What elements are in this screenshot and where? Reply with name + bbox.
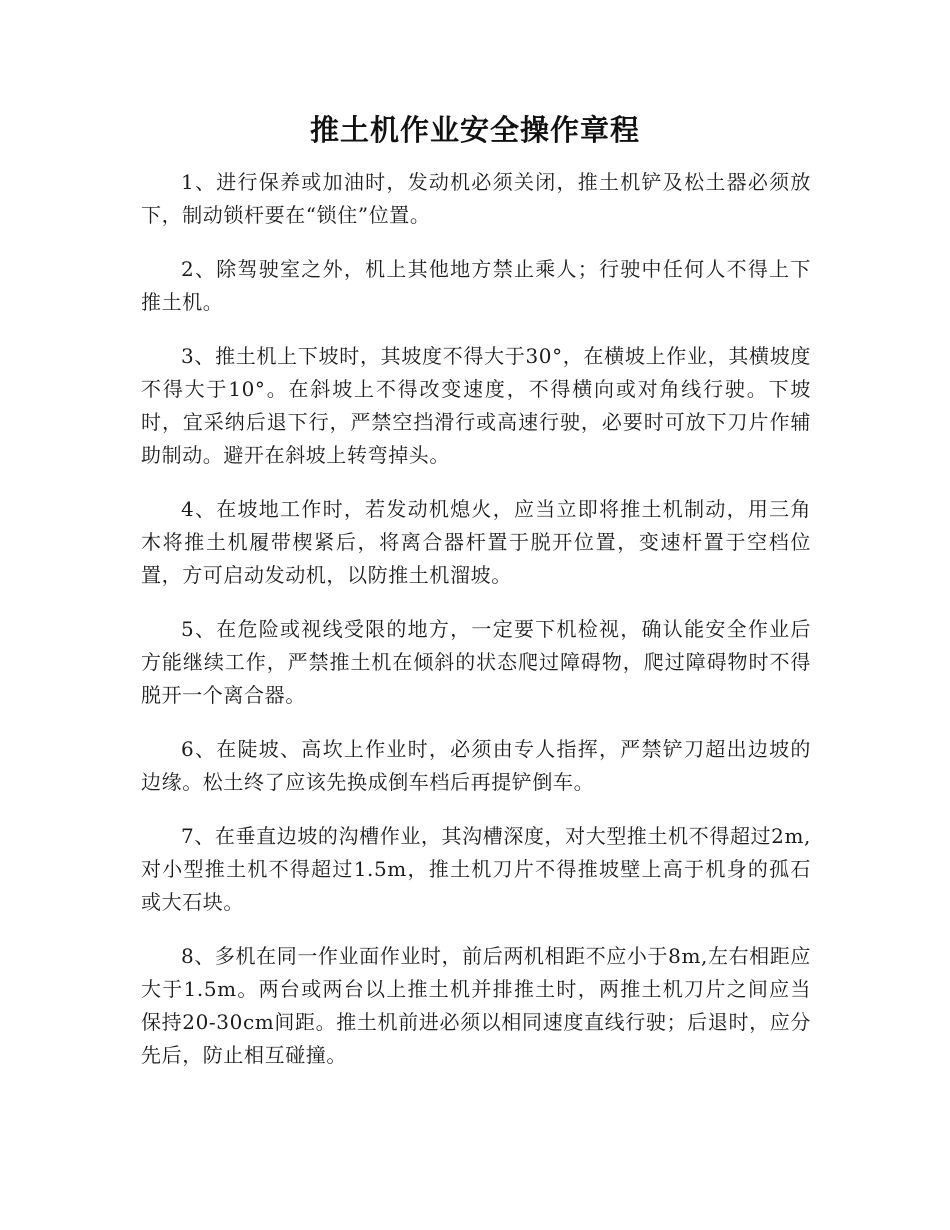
paragraph-1: 1、进行保养或加油时，发动机必须关闭，推土机铲及松土器必须放下，制动锁杆要在“锁住”位置。 [141,170,811,227]
paragraph-8: 8、多机在同一作业面作业时，前后两机相距不应小于8m,左右相距应大于1.5m。两台或两台以上推土机并排推土时，两推土机刀片之间应当保持20-30cm间距。推土机前进必须以相同速度直线行驶；后退时，应分先后，防止相互碰撞。 [141,944,811,1067]
paragraph-4: 4、在坡地工作时，若发动机熄火，应当立即将推土机制动，用三角木将推土机履带楔紧后，将离合器杆置于脱开位置，变速杆置于空档位置，方可启动发动机，以防推土机溜坡。 [141,497,811,587]
paragraph-3: 3、推土机上下坡时，其坡度不得大于30°，在横坡上作业，其横坡度不得大于10°。在斜坡上不得改变速度，不得横向或对角线行驶。下坡时，宜采纳后退下行，严禁空挡滑行或高速行驶，必要时可放下刀片作辅助制动。避开在斜坡上转弯掉头。 [141,344,811,467]
paragraph-2: 2、除驾驶室之外，机上其他地方禁止乘人；行驶中任何人不得上下推土机。 [141,257,811,314]
paragraph-7: 7、在垂直边坡的沟槽作业，其沟槽深度，对大型推土机不得超过2m,对小型推土机不得超过1.5m，推土机刀片不得推坡壁上高于机身的孤石或大石块。 [141,824,811,914]
paragraph-6: 6、在陡坡、高坎上作业时，必须由专人指挥，严禁铲刀超出边坡的边缘。松土终了应该先换成倒车档后再提铲倒车。 [141,737,811,794]
paragraph-5: 5、在危险或视线受限的地方，一定要下机检视，确认能安全作业后方能继续工作，严禁推土机在倾斜的状态爬过障碍物，爬过障碍物时不得脱开一个离合器。 [141,617,811,707]
document-title: 推土机作业安全操作章程 [309,113,640,147]
document-body [141,166,811,1093]
